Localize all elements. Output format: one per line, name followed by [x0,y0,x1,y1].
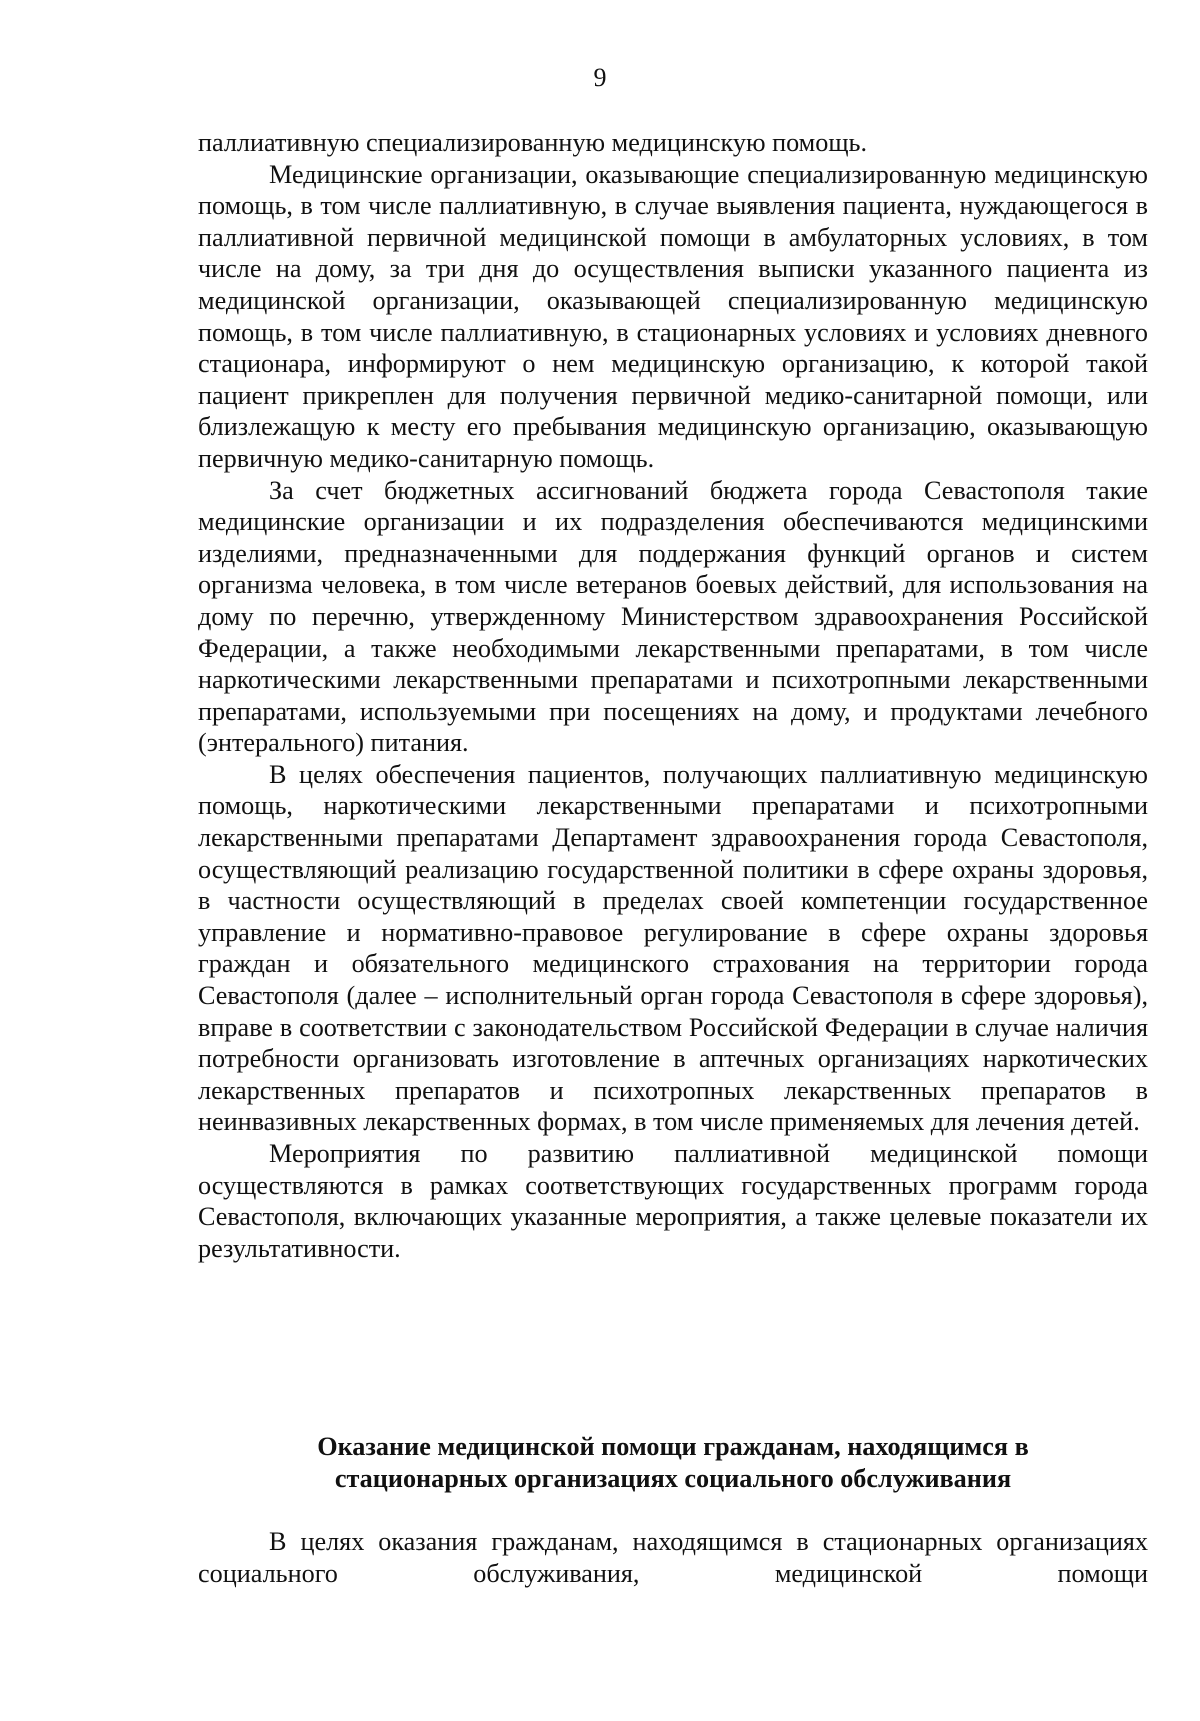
paragraph-5: Мероприятия по развитию паллиативной медицинской помощи осуществляются в рамках соответствующих государственных программ города Севастополя, включающих указанные мероприятия, а также целевые показатели их результативности. [198,1139,1148,1263]
section-heading-line-1: Оказание медицинской помощи гражданам, находящимся в [317,1432,1029,1461]
section-body [198,1526,1148,1589]
section-heading-line-2: стационарных организациях социального обслуживания [334,1464,1012,1493]
paragraph-1: паллиативную специализированную медицинскую помощь. [198,128,867,157]
paragraph-4: В целях обеспечения пациентов, получающих паллиативную медицинскую помощь, наркотическими лекарственными препаратами и психотропными лекарственными препаратами Департамент здравоохранения города Севастополя, осуществляющий реализацию государственной политики в сфере охраны здоровья, в частности осуществляющий в пределах своей компетенции государственное управление и нормативно-правовое регулирование в сфере охраны здоровья граждан и обязательного медицинского страхования на территории города Севастополя (далее – исполнительный орган города Севастополя в сфере здоровья), вправе в соответствии с законодательством Российской Федерации в случае наличия потребности организовать изготовление в аптечных организациях наркотических лекарственных препаратов и психотропных лекарственных препаратов в неинвазивных лекарственных формах, в том числе применяемых для лечения детей. [198,759,1148,1137]
section-paragraph-1: В целях оказания гражданам, находящимся в стационарных организациях социального обслуживания, медицинской помощи [198,1527,1148,1588]
document-body [198,127,1148,1264]
paragraph-2: Медицинские организации, оказывающие специализированную медицинскую помощь, в том числе паллиативную, в случае выявления пациента, нуждающегося в паллиативной первичной медицинской помощи в амбулаторных условиях, в том числе на дому, за три дня до осуществления выписки указанного пациента из медицинской организации, оказывающей специализированную медицинскую помощь, в том числе паллиативную, в стационарных условиях и условиях дневного стационара, информируют о нем медицинскую организацию, к которой такой пациент прикреплен для получения первичной медико-санитарной помощи, или близлежащую к месту его пребывания медицинскую организацию, оказывающую первичную медико-санитарную помощь. [198,159,1148,473]
section-heading [198,1431,1148,1495]
paragraph-3: За счет бюджетных ассигнований бюджета города Севастополя такие медицинские организации и их подразделения обеспечиваются медицинскими изделиями, предназначенными для поддержания функций органов и систем организма человека, в том числе ветеранов боевых действий, для использования на дому по перечню, утвержденному Министерством здравоохранения Российской Федерации, а также необходимыми лекарственными препаратами, в том числе наркотическими лекарственными препаратами и психотропными лекарственными препаратами, используемыми при посещениях на дому, и продуктами лечебного (энтерального) питания. [198,475,1148,758]
page-number: 9 [593,63,607,92]
